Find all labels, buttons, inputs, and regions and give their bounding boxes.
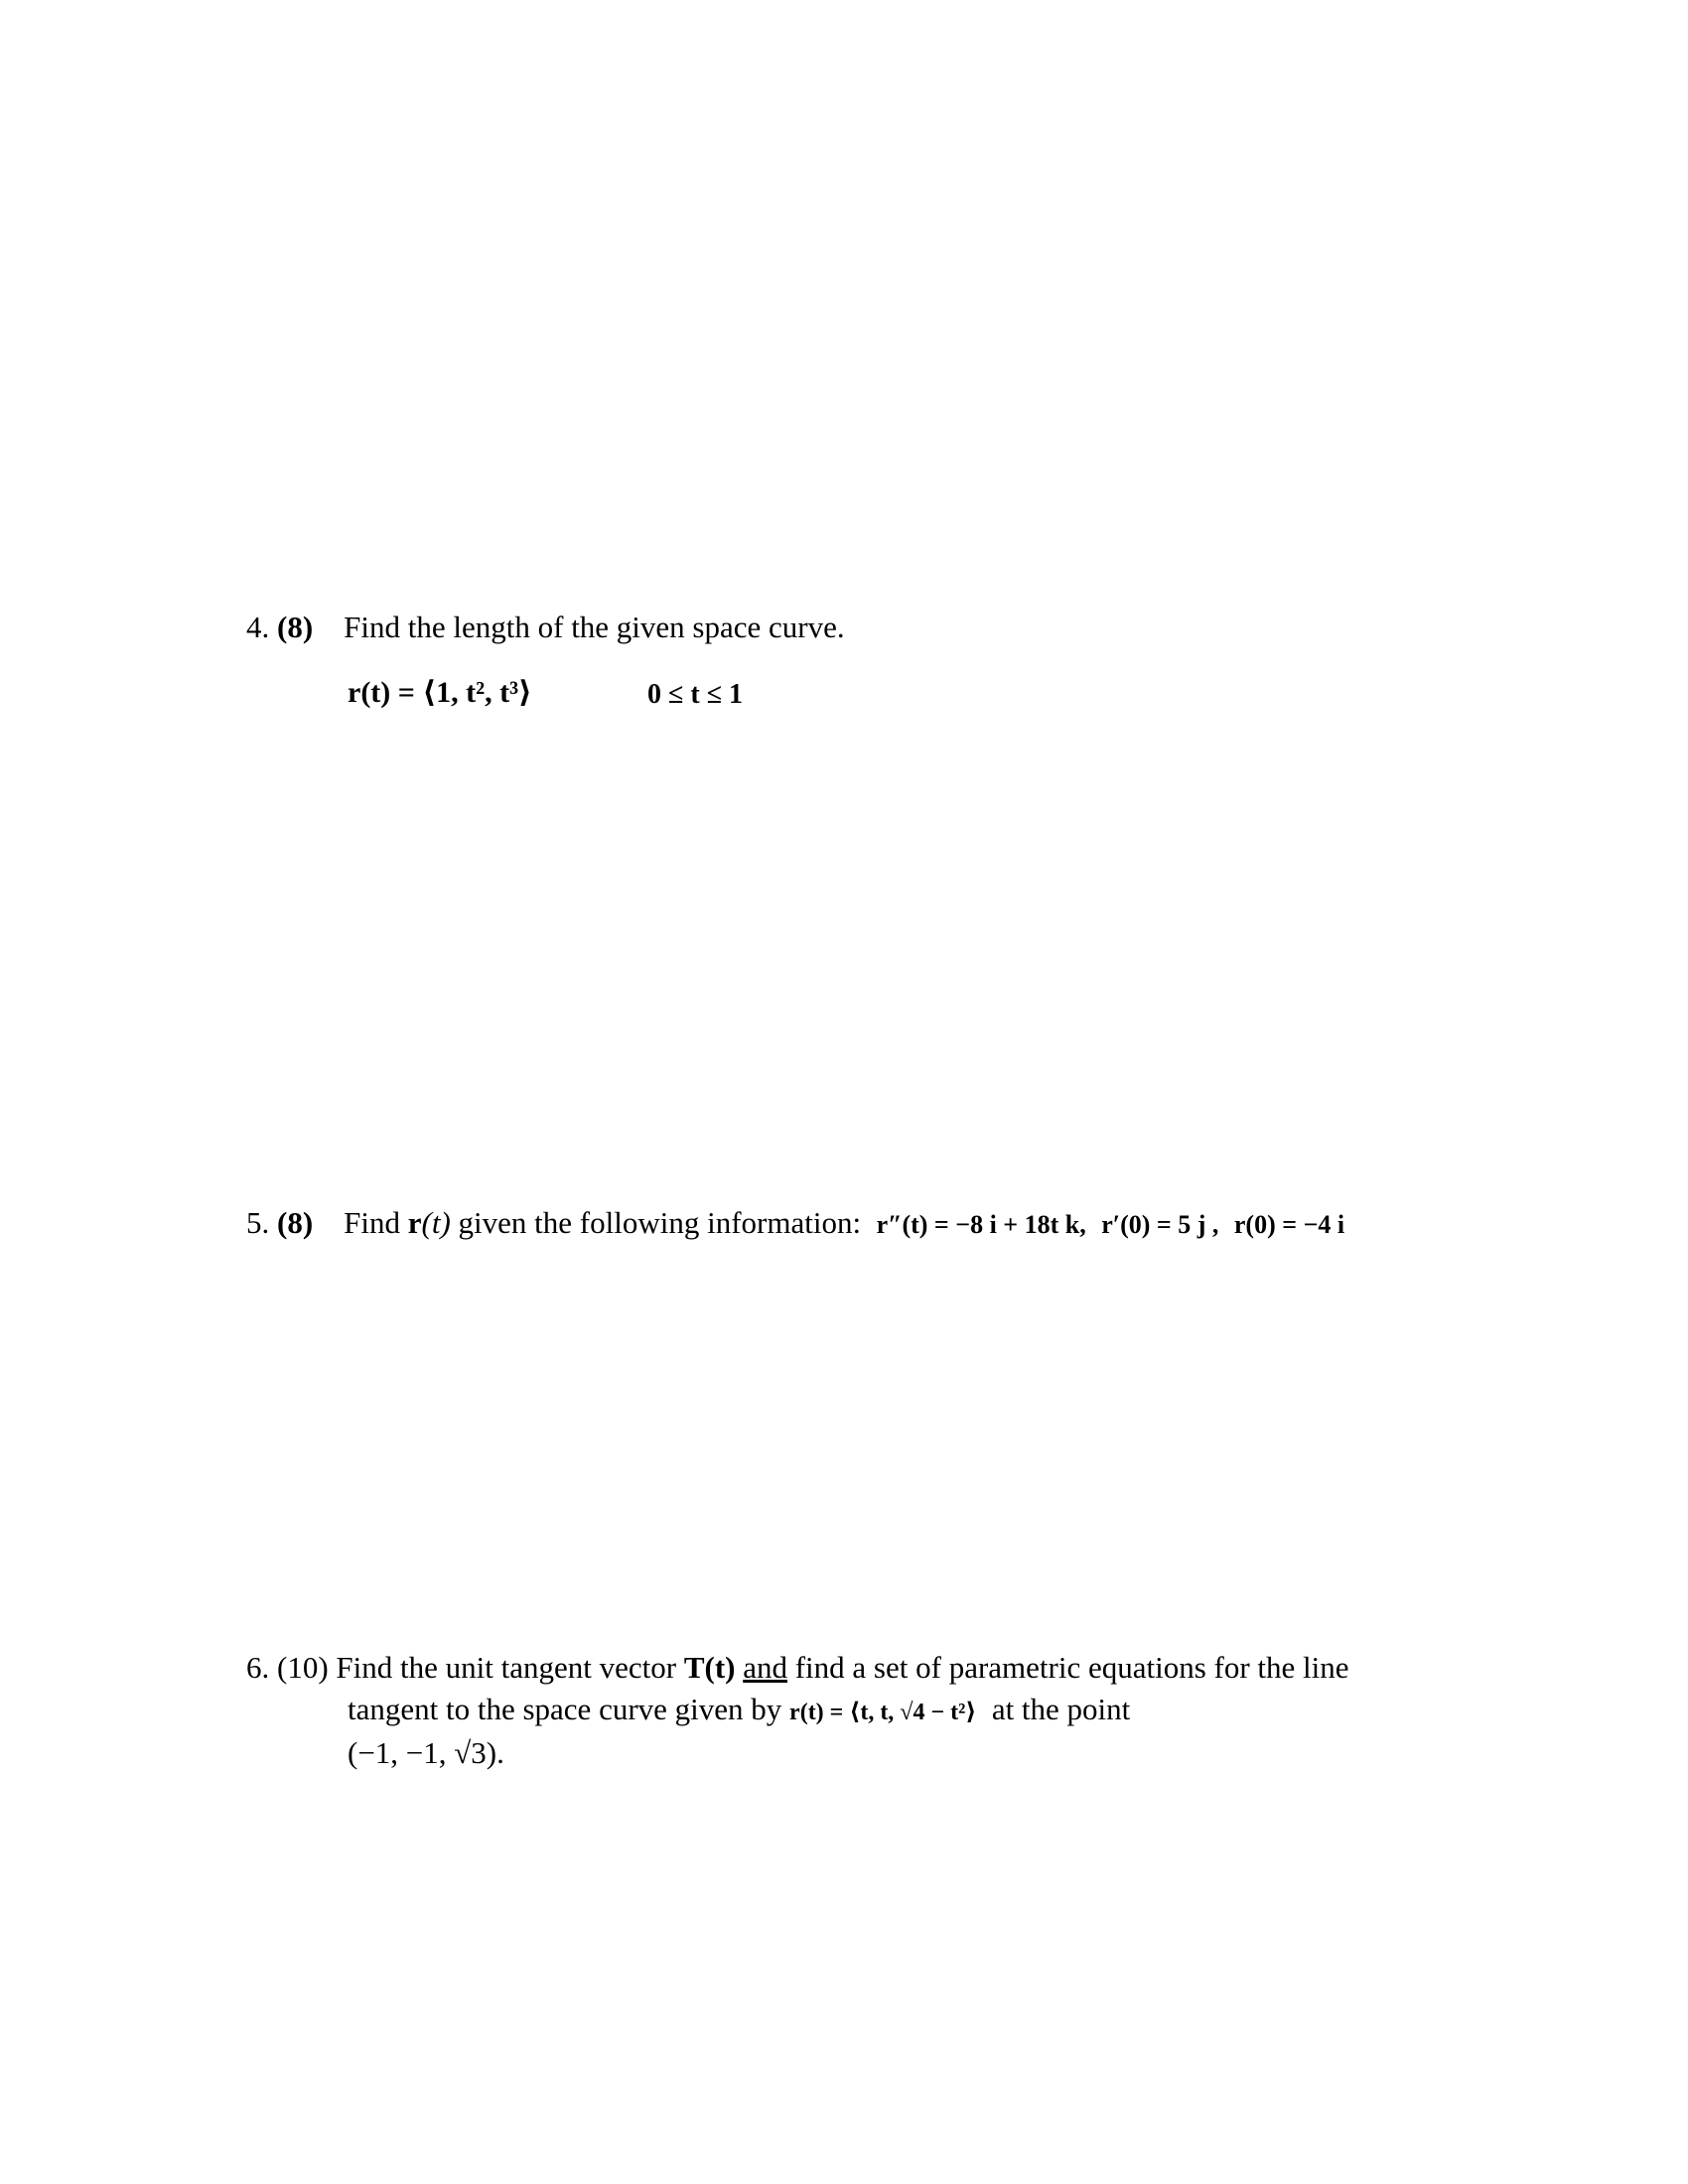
problem-number: 6. xyxy=(246,1650,270,1685)
prompt-t: (t) xyxy=(421,1205,451,1240)
problem-points: (8) xyxy=(277,1205,314,1240)
prompt-given: given the following information: xyxy=(458,1205,862,1240)
curve-formula: r(t) = ⟨t, t, √4 − t²⟩ xyxy=(789,1700,977,1725)
tangent-point: (−1, −1, √3). xyxy=(348,1735,504,1770)
prompt-line1-end: find a set of parametric equations for the line xyxy=(794,1650,1349,1685)
problem-6-line-2 xyxy=(348,1690,1130,1732)
condition-first-derivative: r′(0) = 5 j , xyxy=(1101,1210,1219,1239)
problem-6-line-1 xyxy=(246,1648,1349,1688)
problem-number: 4. xyxy=(246,610,270,644)
and-word: and xyxy=(743,1650,787,1685)
problem-5-heading xyxy=(246,1203,1344,1245)
problem-number: 5. xyxy=(246,1205,270,1240)
problem-4-heading xyxy=(246,608,845,647)
problem-points: (8) xyxy=(277,610,314,644)
prompt-r: r xyxy=(407,1205,422,1240)
curve-formula: r(t) = ⟨1, t², t³⟩ xyxy=(348,676,532,709)
prompt-line2-start: tangent to the space curve given by xyxy=(348,1692,782,1726)
unit-tangent-symbol: T(t) xyxy=(683,1650,736,1685)
problem-4-interval xyxy=(647,675,743,715)
problem-points: (10) xyxy=(277,1650,329,1685)
problem-prompt: Find the length of the given space curve. xyxy=(344,610,845,644)
problem-4-formula xyxy=(348,673,532,713)
condition-second-derivative: r″(t) = −8 i + 18t k, xyxy=(876,1210,1086,1239)
prompt-line2-end: at the point xyxy=(991,1692,1131,1726)
prompt-line1-start: Find the unit tangent vector xyxy=(336,1650,677,1685)
interval: 0 ≤ t ≤ 1 xyxy=(647,679,744,710)
problem-6-line-3 xyxy=(348,1733,504,1773)
condition-initial: r(0) = −4 i xyxy=(1233,1210,1345,1239)
prompt-find: Find xyxy=(344,1205,401,1240)
